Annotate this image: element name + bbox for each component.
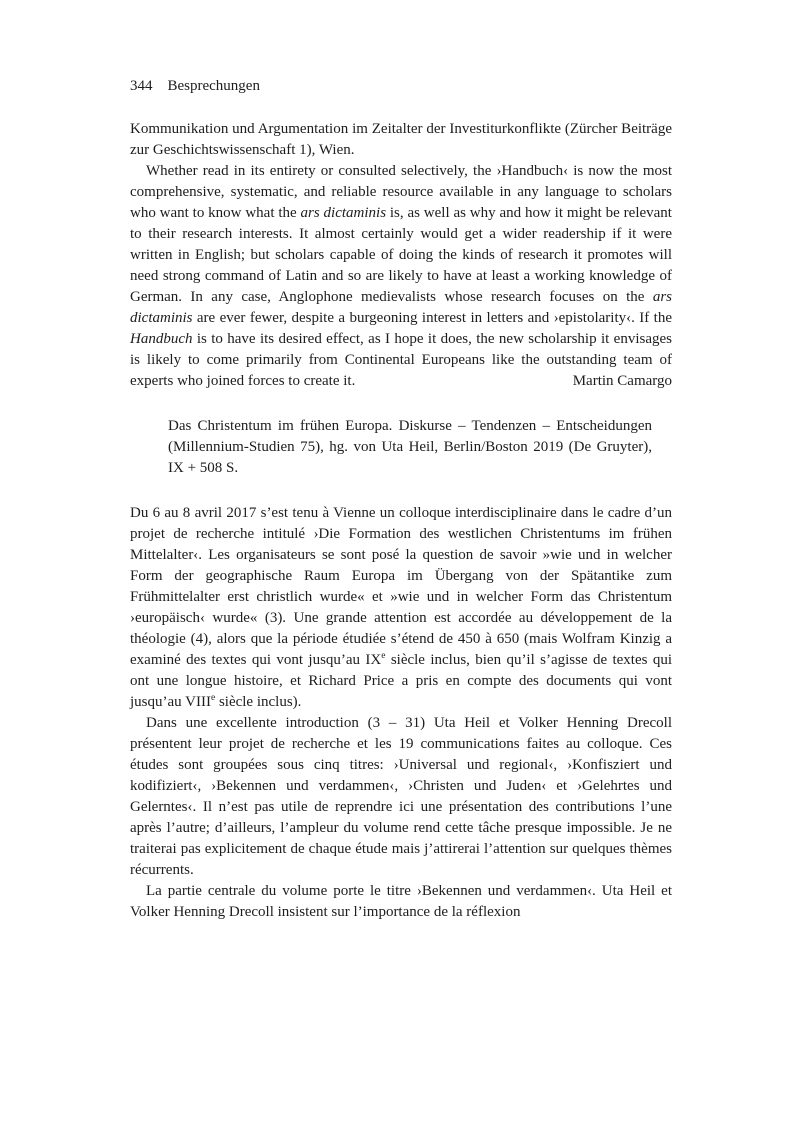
italic-text: Handbuch bbox=[130, 331, 193, 347]
text-area bbox=[130, 76, 672, 923]
body-text: siècle inclus). bbox=[215, 694, 302, 710]
body-text: La partie centrale du volume porte le titre ›Bekennen und verdammen‹. Uta Heil et Volker Henning Drecoll insistent sur l’importance de la réflexion bbox=[130, 883, 672, 920]
body-text: Das Christentum im frühen Europa. Diskurse – Tendenzen – Entscheidungen (Millennium-Studien 75), hg. von Uta Heil, Berlin/Boston 2019 (De Gruyter), IX + 508 S. bbox=[168, 418, 652, 476]
paragraph-colloque bbox=[130, 503, 672, 713]
content-blocks bbox=[130, 119, 672, 923]
body-text: is to have its desired effect, as I hope it does, the new scholarship it envisages is likely to come primarily from Continental Europeans like the outstanding team of experts who joined forces to create it. bbox=[130, 331, 672, 389]
section-title: Besprechungen bbox=[167, 78, 260, 94]
body-text: are ever fewer, despite a burgeoning interest in letters and ›epistolarity‹. If the bbox=[192, 310, 672, 326]
superscript-text: e bbox=[381, 651, 386, 661]
body-text: siècle inclus, bien qu’il s’agisse de textes qui ont une longue histoire, et Richard Price a pris en compte des documents qui vont jusqu’au VIII bbox=[130, 652, 672, 710]
reviewer-signature: Martin Camargo bbox=[572, 373, 672, 389]
paragraph-partie-centrale bbox=[130, 881, 672, 923]
body-text: is, as well as why and how it might be relevant to their research interests. It almost certainly would get a wider readership if it were written in English; but scholars capable of doing the kinds of research it promotes will need strong command of Latin and so are likely to have at least a working knowledge of German. In any case, Anglophone medievalists whose research focuses on the bbox=[130, 205, 672, 305]
body-text: Whether read in its entirety or consulted selectively, the ›Handbuch‹ is now the most comprehensive, systematic, and reliable resource available in any language to scholars who want to know what the bbox=[130, 163, 672, 221]
body-text: Du 6 au 8 avril 2017 s’est tenu à Vienne un colloque interdisciplinaire dans le cadre d’un projet de recherche intitulé ›Die Formation des westlichen Christentums im frühen Mittelalter‹. Les organisateurs se sont posé la question de savoir »wie und in welcher Form der geographische Raum Europa im Übergang von der Spätantike zum Frühmittelalter erst christlich wurde« et »wie und in welcher Form das Christentum ›europäisch‹ wurde« (3). Une grande attention est accordée au développement de la théologie (4), alors que la période étudiée s’étend de 450 à 650 (mais Wolfram Kinzig a examiné des textes qui vont jusqu’au IX bbox=[130, 505, 672, 668]
paragraph-review-conclusion bbox=[130, 161, 672, 392]
page-header bbox=[130, 76, 672, 97]
italic-text: ars dictaminis bbox=[300, 205, 387, 221]
page-number: 344 bbox=[130, 78, 153, 94]
review-heading bbox=[168, 416, 652, 479]
paragraph-review-tail bbox=[130, 119, 672, 161]
paragraph-introduction bbox=[130, 713, 672, 881]
superscript-text: e bbox=[210, 693, 216, 703]
body-text: Kommunikation und Argumentation im Zeitalter der Investiturkonflikte (Zürcher Beiträge zur Geschichtswissenschaft 1), Wien. bbox=[130, 121, 672, 158]
italic-text: ars dictaminis bbox=[130, 289, 672, 326]
body-text: Dans une excellente introduction (3 – 31) Uta Heil et Volker Henning Drecoll présentent leur projet de recherche et les 19 communications faites au colloque. Ces études sont groupées sous cinq titres: ›Universal und regional‹, ›Konfisziert und kodifiziert‹, ›Bekennen und verdammen‹, ›Christen und Juden‹ et ›Gelehrtes und Gelerntes‹. Il n’est pas utile de reprendre ici une présentation des contributions l’une après l’autre; d’ailleurs, l’ampleur du volume rend cette tâche presque impossible. Je ne traiterai pas explicitement de chaque étude mais j’attirerai l’attention sur quelques thèmes récurrents. bbox=[130, 715, 672, 878]
